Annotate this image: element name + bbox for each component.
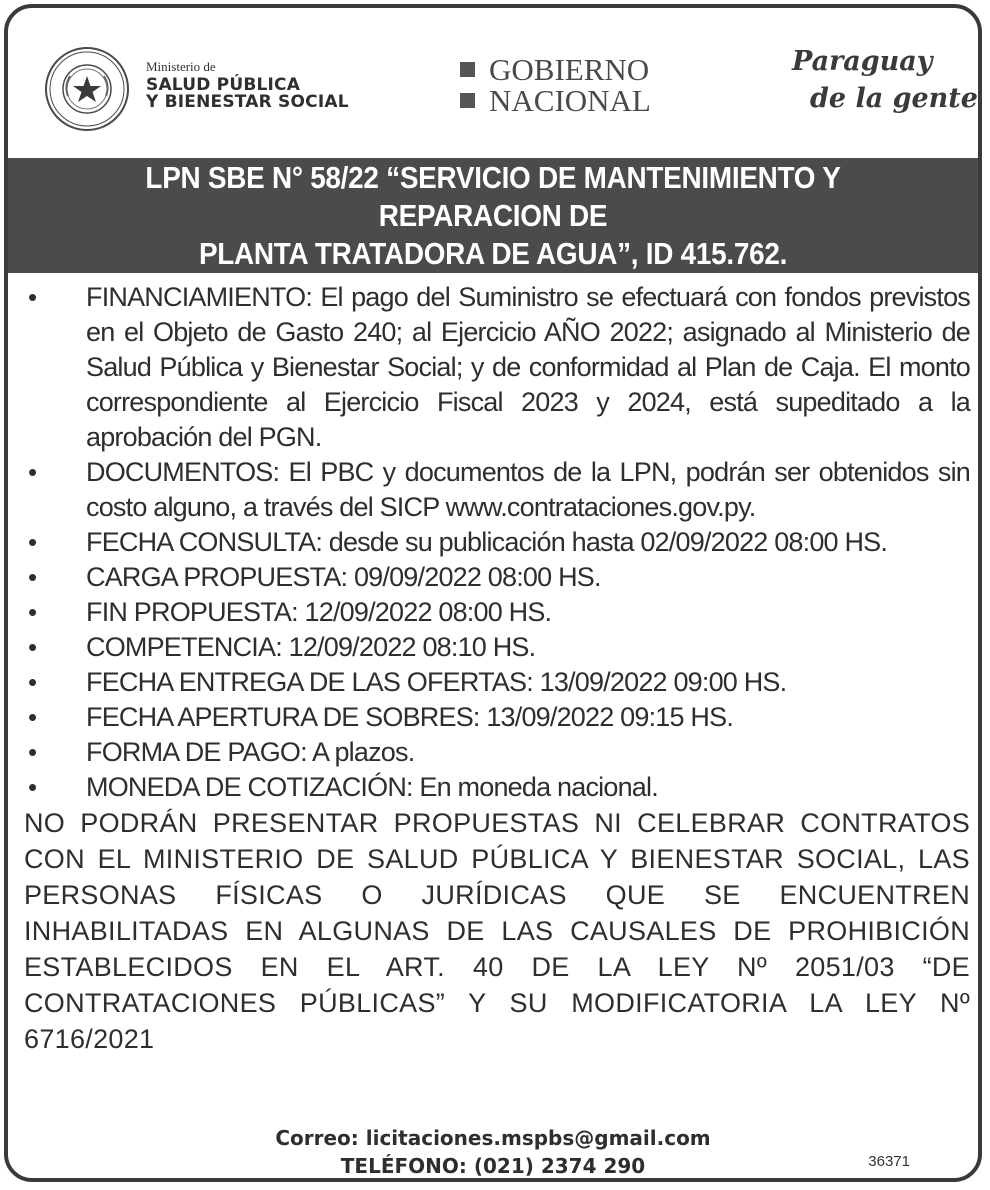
contact-footer — [8, 1124, 978, 1180]
ministry-line-1: SALUD PÚBLICA — [146, 74, 301, 95]
title-line-2: PLANTA TRATADORA DE AGUA”, ID 415.762. — [198, 235, 788, 271]
slogan-logo — [788, 46, 978, 114]
notice-frame — [4, 4, 982, 1182]
contact-phone: TELÉFONO: (021) 2374 290 — [340, 1154, 646, 1178]
national-seal-icon — [44, 46, 130, 132]
contact-email: Correo: licitaciones.mspbs@gmail.com — [275, 1126, 711, 1150]
item-text: COMPETENCIA: 12/09/2022 08:10 HS. — [86, 632, 536, 662]
gobierno-line-1: GOBIERNO — [489, 52, 650, 87]
bullet-icon: • — [28, 737, 37, 767]
gobierno-nacional-logo — [460, 54, 651, 116]
page-title — [57, 159, 930, 273]
list-item — [24, 525, 970, 560]
item-list — [24, 280, 970, 805]
title-line-1: LPN SBE N° 58/22 “SERVICIO DE MANTENIMIENTO Y REPARACION DE — [145, 159, 841, 233]
item-text: FECHA CONSULTA: desde su publicación hasta 02/09/2022 08:00 HS. — [86, 527, 888, 557]
bullet-icon: • — [28, 527, 37, 557]
square-icon — [460, 93, 475, 108]
item-text: FECHA ENTREGA DE LAS OFERTAS: 13/09/2022 09:00 HS. — [86, 667, 787, 697]
ministry-line-2: Y BIENESTAR SOCIAL — [146, 92, 349, 113]
square-icon — [460, 62, 475, 77]
list-item — [24, 630, 970, 665]
list-item — [24, 700, 970, 735]
list-item — [24, 735, 970, 770]
item-text: MONEDA DE COTIZACIÓN: En moneda nacional. — [86, 772, 658, 802]
header — [8, 8, 978, 158]
slogan-line-1: Paraguay — [792, 46, 933, 77]
ministry-prefix: Ministerio de — [146, 59, 216, 74]
gobierno-line-2: NACIONAL — [489, 83, 651, 118]
bullet-icon: • — [28, 667, 37, 697]
list-item — [24, 770, 970, 805]
bullet-icon: • — [28, 772, 37, 802]
bullet-icon: • — [28, 457, 37, 487]
publication-code: 36371 — [868, 1153, 910, 1170]
notice-content — [24, 280, 970, 1084]
slogan-line-2: de la gente — [810, 83, 978, 114]
list-item — [24, 455, 970, 525]
list-item — [24, 665, 970, 700]
item-text: FORMA DE PAGO: A plazos. — [86, 737, 415, 767]
list-item — [24, 560, 970, 595]
item-text: FIN PROPUESTA: 12/09/2022 08:00 HS. — [86, 597, 552, 627]
title-bar — [8, 158, 978, 273]
bullet-icon: • — [28, 632, 37, 662]
list-item — [24, 595, 970, 630]
ministry-logo-text — [146, 60, 349, 112]
prohibition-notice: NO PODRÁN PRESENTAR PROPUESTAS NI CELEBRAR CONTRATOS CON EL MINISTERIO DE SALUD PÚBLICA Y BIENESTAR SOCIAL, LAS PERSONAS FÍSICAS O JURÍDICAS QUE SE ENCUENTREN INHABILITADAS EN ALGUNAS DE LAS CAUSALES DE PROHIBICIÓN ESTABLECIDOS EN EL ART. 40 DE LA LEY Nº 2051/03 “DE CONTRATACIONES PÚBLICAS” Y SU MODIFICATORIA LA LEY Nº 6716/2021 — [24, 808, 970, 1054]
item-text: DOCUMENTOS: El PBC y documentos de la LPN, podrán ser obtenidos sin costo alguno, a través del SICP www.contrataciones.gov.py. — [86, 457, 970, 522]
item-text: FINANCIAMIENTO: El pago del Suministro se efectuará con fondos previstos en el Objeto de Gasto 240; al Ejercicio AÑO 2022; asignado al Ministerio de Salud Pública y Bienestar Social; y de conformidad al Plan de Caja. El monto correspondiente al Ejercicio Fiscal 2023 y 2024, está supeditado a la aprobación del PGN. — [86, 282, 970, 452]
bullet-icon: • — [28, 702, 37, 732]
bullet-icon: • — [28, 562, 37, 592]
item-text: FECHA APERTURA DE SOBRES: 13/09/2022 09:15 HS. — [86, 702, 734, 732]
item-text: CARGA PROPUESTA: 09/09/2022 08:00 HS. — [86, 562, 601, 592]
bullet-icon: • — [28, 597, 37, 627]
bullet-icon: • — [28, 282, 37, 312]
list-item — [24, 280, 970, 455]
